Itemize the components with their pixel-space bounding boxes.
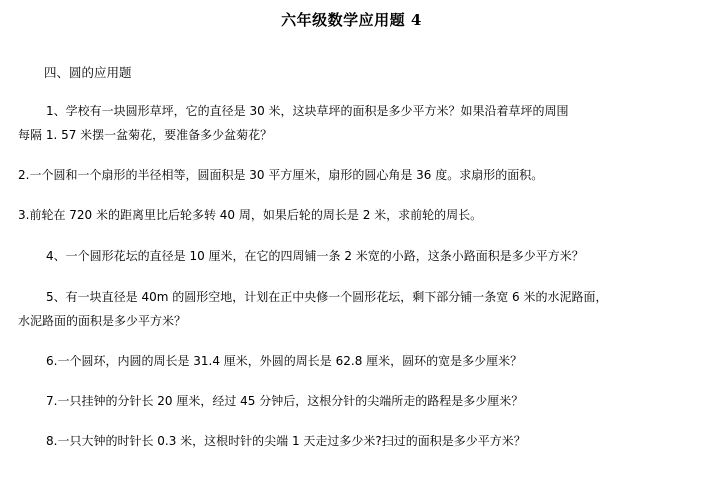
problem-6 <box>18 349 678 373</box>
page-title: 六年级数学应用题 4 <box>281 11 422 29</box>
section-heading: 四、圆的应用题 <box>44 65 132 80</box>
problem-3-line-1: 3.前轮在 720 米的距离里比后轮多转 40 周，如果后轮的周长是 2 米，求前轮的周长。 <box>18 208 483 222</box>
problem-3 <box>18 203 678 227</box>
problem-7-line-1: 7.一只挂钟的分针长 20 厘米，经过 45 分钟后，这根分针的尖端所走的路程是多少厘米？ <box>46 394 524 408</box>
problem-6-line-1: 6.一个圆环，内圆的周长是 31.4 厘米，外圆的周长是 62.8 厘米，圆环的宽是多少厘米？ <box>46 354 523 368</box>
problem-5-line-2: 水泥路面的面积是多少平方米？ <box>18 314 187 328</box>
problem-2-line-1: 2.一个圆和一个扇形的半径相等，圆面积是 30 平方厘米，扇形的圆心角是 36 度。求扇形的面积。 <box>18 168 544 182</box>
problem-5 <box>18 285 678 333</box>
problem-5-line-1: 5、有一块直径是 40m 的圆形空地，计划在正中央修一个圆形花坛，剩下部分铺一条宽 6 米的水泥路面， <box>46 290 608 304</box>
problem-7 <box>18 389 678 413</box>
problem-2 <box>18 163 678 187</box>
problem-1-line-2: 每隔 1. 57 米摆一盆菊花，要准备多少盆菊花？ <box>18 128 273 142</box>
problem-8 <box>18 429 678 453</box>
problem-1 <box>18 99 678 147</box>
problem-4-line-1: 4、一个圆形花坛的直径是 10 厘米，在它的四周铺一条 2 米宽的小路，这条小路面积是多少平方米？ <box>46 249 584 263</box>
problem-1-line-1: 1、学校有一块圆形草坪，它的直径是 30 米，这块草坪的面积是多少平方米？如果沿着草坪的周围 <box>46 104 569 118</box>
problem-8-line-1: 8.一只大钟的时针长 0.3 米，这根时针的尖端 1 天走过多少米?扫过的面积是多少平方米？ <box>46 434 526 448</box>
problem-4 <box>18 244 678 268</box>
